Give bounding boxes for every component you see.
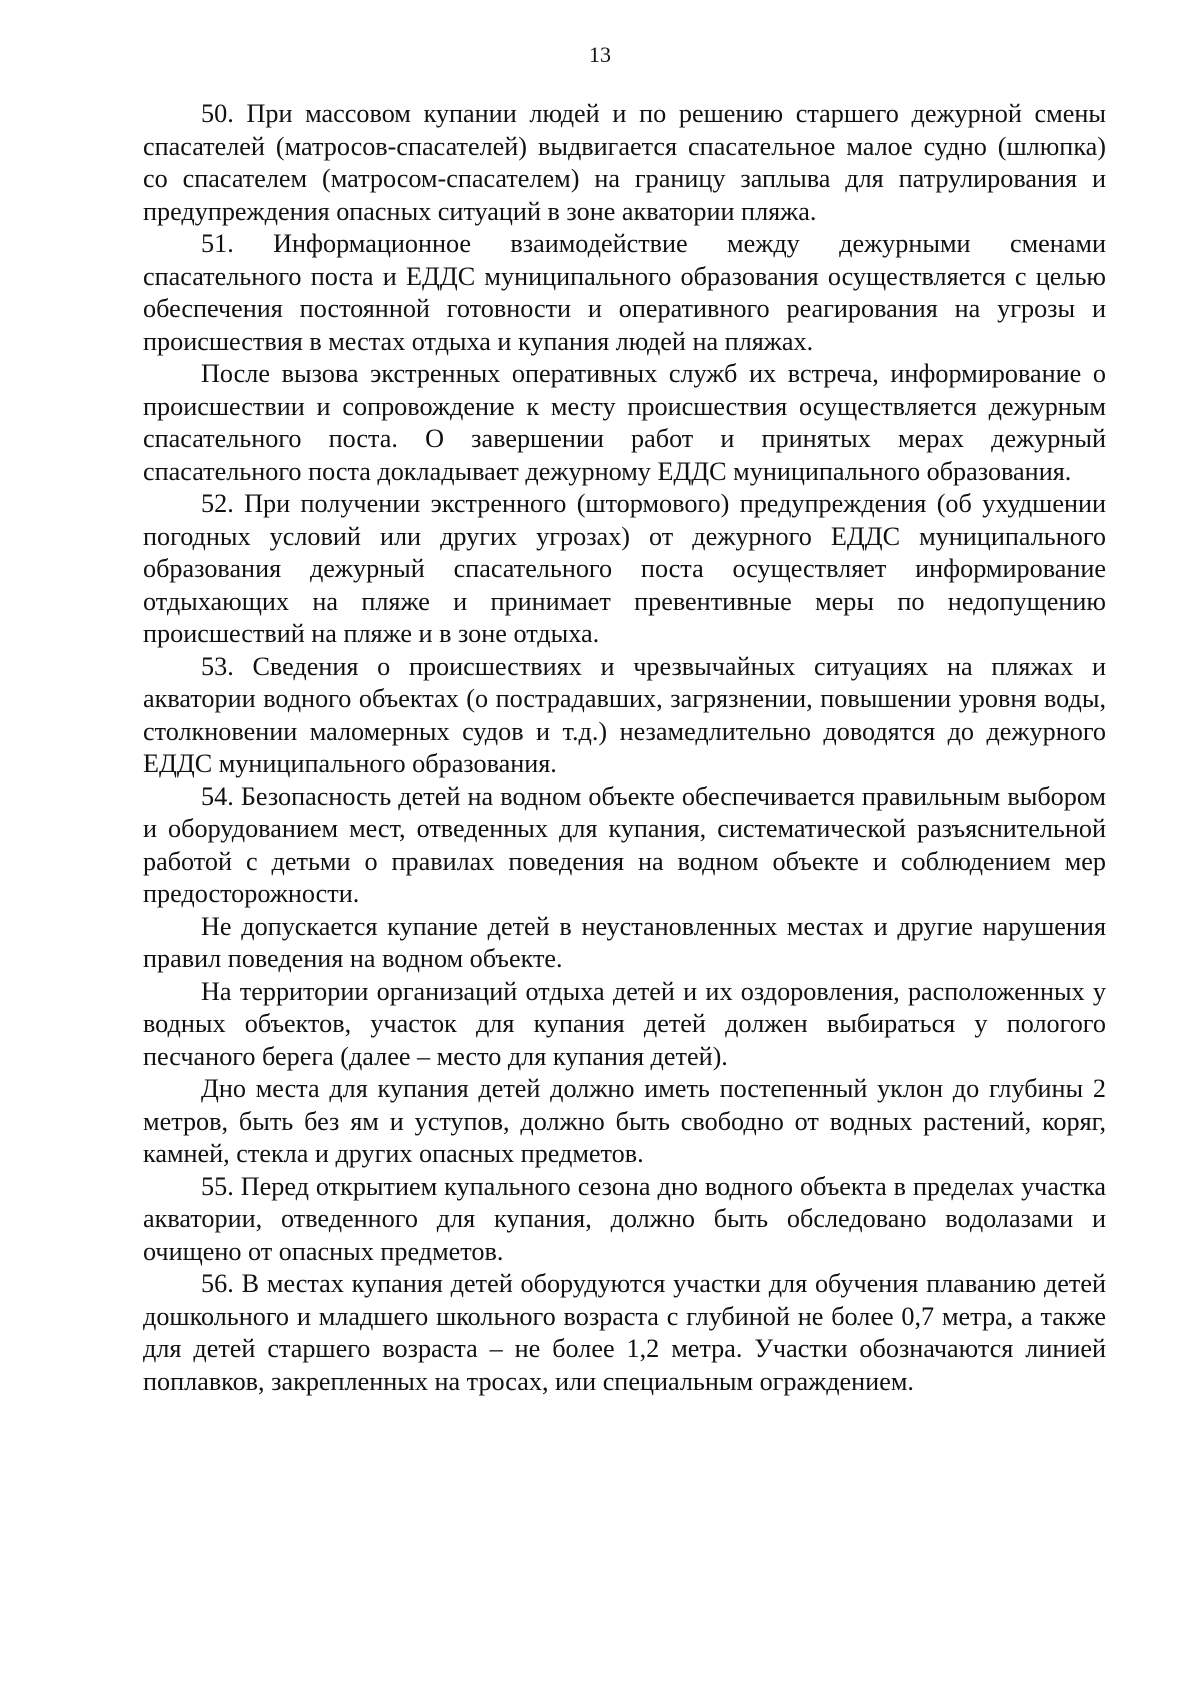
paragraph-54-continued-3: Дно места для купания детей должно иметь постепенный уклон до глубины 2 метров, быть без ям и уступов, должно быть свободно от водных растений, коряг, камней, стекла и других опасных предметов. [143, 1074, 1106, 1168]
paragraph-54: 54. Безопасность детей на водном объекте обеспечивается правильным выбором и оборудованием мест, отведенных для купания, систематической разъяснительной работой с детьми о правилах поведения на водном объекте и соблюдением мер предосторожности. [143, 781, 1106, 908]
paragraph-53: 53. Сведения о происшествиях и чрезвычайных ситуациях на пляжах и акватории водного объектах (о пострадавших, загрязнении, повышении уровня воды, столкновении маломерных судов и т.д.) незамедлительно доводятся до дежурного ЕДДС муниципального образования. [143, 651, 1106, 778]
paragraph-55: 55. Перед открытием купального сезона дно водного объекта в пределах участка акватории, отведенного для купания, должно быть обследовано водолазами и очищено от опасных предметов. [143, 1171, 1106, 1266]
paragraph-56: 56. В местах купания детей оборудуются участки для обучения плаванию детей дошкольного и младшего школьного возраста с глубиной не более 0,7 метра, а также для детей старшего возраста – не более 1,2 метра. Участки обозначаются линией поплавков, закрепленных на тросах, или специальным ограждением. [143, 1269, 1106, 1396]
page-number: 13 [589, 42, 611, 67]
paragraph-51: 51. Информационное взаимодействие между дежурными сменами спасательного поста и ЕДДС муниципального образования осуществляется с целью обеспечения постоянной готовности и оперативного реагирования на угрозы и происшествия в местах отдыха и купания людей на пляжах. [143, 229, 1106, 356]
document-body [143, 98, 1106, 1398]
paragraph-51-continued: После вызова экстренных оперативных служб их встреча, информирование о происшествии и сопровождение к месту происшествия осуществляется дежурным спасательного поста. О завершении работ и принятых мерах дежурный спасательного поста докладывает дежурному ЕДДС муниципального образования. [143, 359, 1106, 486]
paragraph-52: 52. При получении экстренного (штормового) предупреждения (об ухудшении погодных условий или других угрозах) от дежурного ЕДДС муниципального образования дежурный спасательного поста осуществляет информирование отдыхающих на пляже и принимает превентивные меры по недопущению происшествий на пляже и в зоне отдыха. [143, 489, 1106, 648]
paragraph-54-continued-1: Не допускается купание детей в неустановленных местах и другие нарушения правил поведения на водном объекте. [143, 911, 1106, 973]
paragraph-50: 50. При массовом купании людей и по решению старшего дежурной смены спасателей (матросов-спасателей) выдвигается спасательное малое судно (шлюпка) со спасателем (матросом-спасателем) на границу заплыва для патрулирования и предупреждения опасных ситуаций в зоне акватории пляжа. [143, 99, 1106, 226]
paragraph-54-continued-2: На территории организаций отдыха детей и их оздоровления, расположенных у водных объектов, участок для купания детей должен выбираться у пологого песчаного берега (далее – место для купания детей). [143, 976, 1106, 1071]
